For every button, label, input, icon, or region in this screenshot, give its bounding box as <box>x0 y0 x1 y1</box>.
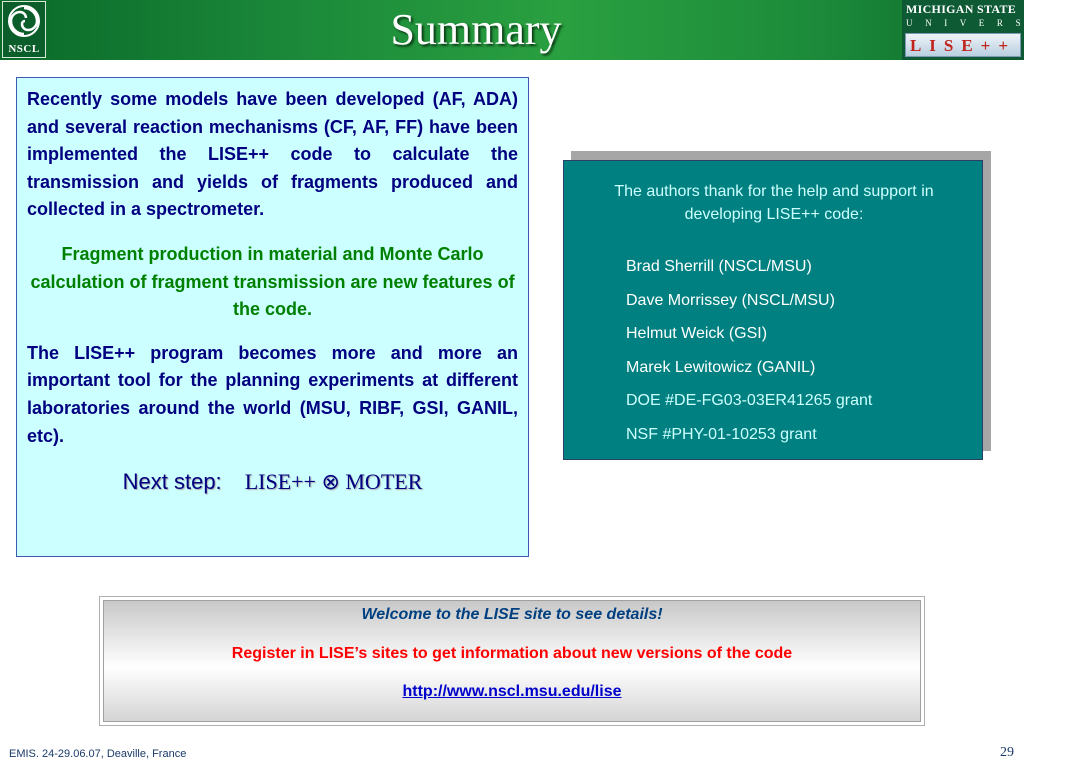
lise-website-link[interactable]: http://www.nscl.msu.edu/lise <box>402 683 622 700</box>
grant-item: DOE #DE-FG03-03ER41265 grant <box>626 392 873 409</box>
msu-logo-line1: MICHIGAN STATE <box>906 2 1017 16</box>
summary-paragraph-models: Recently some models have been developed (AF, ADA) and several reaction mechanisms (CF, AF, FF) have been implemented the LISE++ code to calculate the transmission and yields of fragments produced and collected in a spectrometer. <box>27 89 518 220</box>
next-step-label: Next step: <box>122 469 222 495</box>
next-step-line <box>27 468 518 498</box>
summary-text-panel <box>16 77 529 557</box>
website-info-inner <box>103 600 921 722</box>
grant-item: NSF #PHY-01-10253 grant <box>626 425 817 443</box>
acknowledgements-panel <box>563 160 983 460</box>
person-item: Brad Sherrill (NSCL/MSU) <box>626 258 812 275</box>
person-item: Helmut Weick (GSI) <box>626 325 768 342</box>
summary-paragraph-importance: The LISE++ program becomes more and more an important tool for the planning experiments at different laboratories around the world (MSU, RIBF, GSI, GANIL, etc). <box>27 342 518 446</box>
person-item: Dave Morrissey (NSCL/MSU) <box>626 291 835 309</box>
acknowledgements-intro: The authors thank for the help and support in developing LISE++ code: <box>614 183 934 223</box>
summary-paragraph-features: Fragment production in material and Monte Carlo calculation of fragment transmission are new features of the code. <box>30 243 515 320</box>
next-step-value: LISE++ ⊗ MOTER <box>244 469 423 495</box>
header-bar <box>0 0 1078 60</box>
nscl-logo-text: NSCL <box>8 43 40 55</box>
lise-badge-text: LISE++ <box>909 36 1017 55</box>
person-item: Marek Lewitowicz (GANIL) <box>626 358 816 376</box>
acknowledgements-list <box>626 256 872 457</box>
msu-lise-logo <box>902 0 1078 60</box>
website-info-box <box>99 596 925 726</box>
msu-logo-line2: U N I V E R S I T Y <box>906 18 1078 28</box>
register-text: Register in LISE’s sites to get information about new versions of the code <box>231 645 793 662</box>
footer-event-info: EMIS. 24-29.06.07, Deaville, France <box>9 748 187 760</box>
lise-badge <box>905 33 1021 57</box>
page-number: 29 <box>1000 745 1014 760</box>
slide-title: Summary <box>390 5 562 54</box>
website-link-line <box>104 683 920 701</box>
welcome-text: Welcome to the LISE site to see details! <box>361 606 663 623</box>
